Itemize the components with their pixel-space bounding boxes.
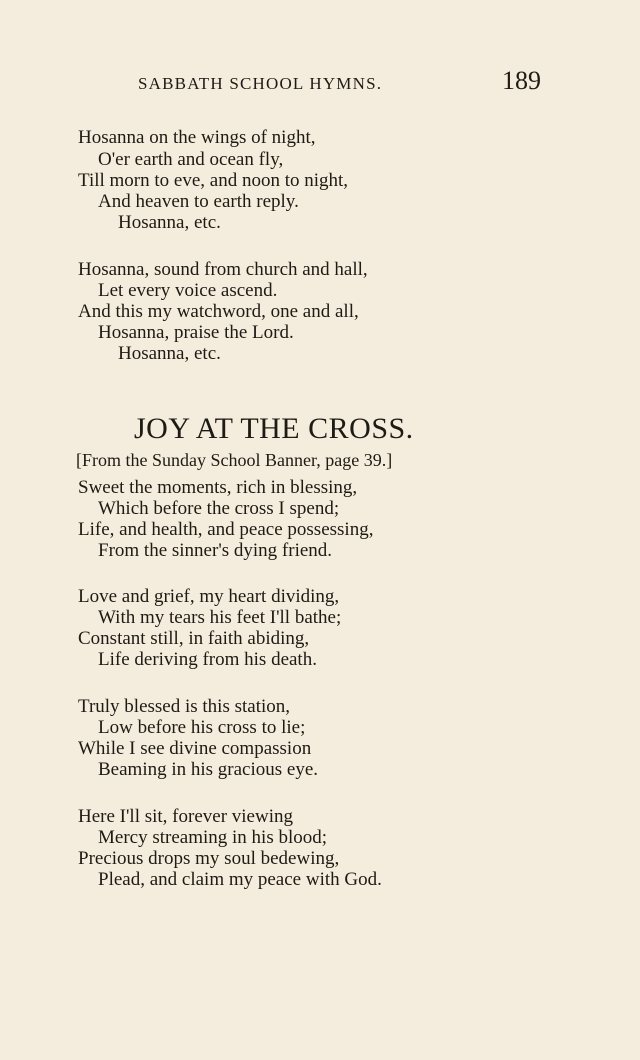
- verse-line: Mercy streaming in his blood;: [98, 827, 328, 848]
- verse-line: And heaven to earth reply.: [98, 191, 299, 212]
- verse-line: Beaming in his gracious eye.: [98, 759, 319, 780]
- verse-line: Sweet the moments, rich in blessing,: [78, 477, 358, 498]
- running-head: SABBATH SCHOOL HYMNS.: [138, 74, 383, 93]
- verse-line: Here I'll sit, forever viewing: [78, 806, 293, 827]
- refrain-line: Hosanna, etc.: [118, 343, 221, 364]
- verse-line: With my tears his feet I'll bathe;: [98, 607, 342, 628]
- verse-line: Let every voice ascend.: [98, 280, 278, 301]
- hymn-title: JOY AT THE CROSS.: [134, 412, 414, 445]
- verse-line: From the sinner's dying friend.: [98, 540, 333, 561]
- refrain-line: Hosanna, etc.: [118, 212, 221, 233]
- verse-line: Low before his cross to lie;: [98, 717, 306, 738]
- page-number: 189: [502, 66, 541, 95]
- verse-line: Truly blessed is this station,: [78, 696, 291, 717]
- hymn-source: [From the Sunday School Banner, page 39.]: [76, 450, 393, 470]
- verse-line: Constant still, in faith abiding,: [78, 628, 310, 649]
- verse-line: Hosanna on the wings of night,: [78, 127, 316, 148]
- verse-line: While I see divine compassion: [78, 738, 312, 759]
- verse-line: Life deriving from his death.: [98, 649, 317, 670]
- verse-line: Life, and health, and peace possessing,: [78, 519, 374, 540]
- verse-line: Precious drops my soul bedewing,: [78, 848, 340, 869]
- verse-line: Which before the cross I spend;: [98, 498, 340, 519]
- verse-line: Till morn to eve, and noon to night,: [78, 170, 349, 191]
- verse-line: And this my watchword, one and all,: [78, 301, 359, 322]
- verse-line: O'er earth and ocean fly,: [98, 149, 284, 170]
- verse-line: Plead, and claim my peace with God.: [98, 869, 382, 890]
- verse-line: Hosanna, sound from church and hall,: [78, 259, 368, 280]
- verse-line: Love and grief, my heart dividing,: [78, 586, 340, 607]
- verse-line: Hosanna, praise the Lord.: [98, 322, 294, 343]
